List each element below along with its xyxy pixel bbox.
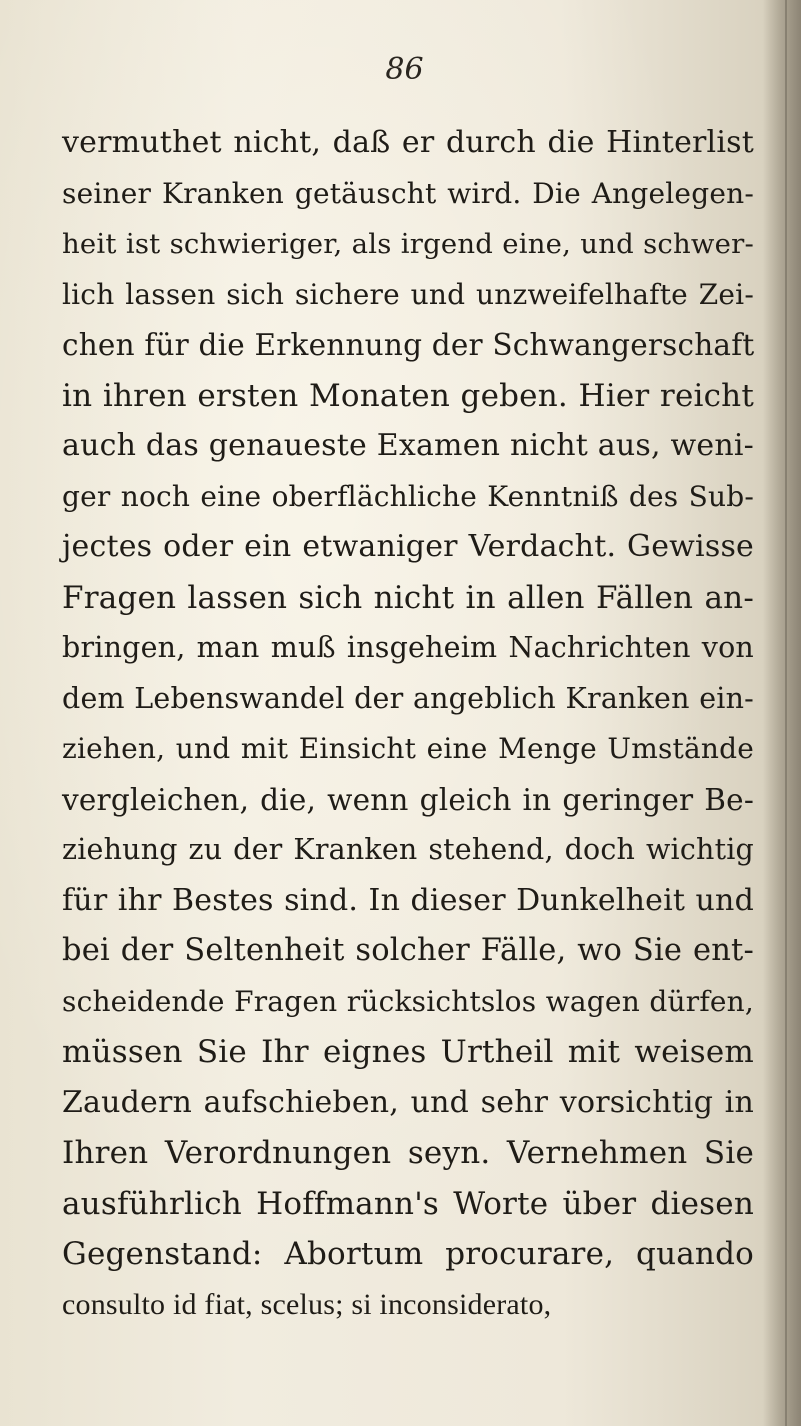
body-text [62, 118, 754, 1330]
text-line: consulto id fiat, scelus; si inconsiderato, [62, 1287, 552, 1321]
text-line: ger noch eine oberflächliche Kenntniß des Sub- [62, 479, 754, 513]
text-line: Ihren Verordnungen seyn. Vernehmen Sie [62, 1135, 754, 1171]
text-line: bringen, man muß insgeheim Nachrichten von [62, 631, 754, 664]
text-line: Fragen lassen sich nicht in allen Fällen an- [62, 579, 754, 616]
text-line: lich lassen sich sichere und unzweifelhafte Zei- [62, 277, 754, 311]
text-line: ausführlich Hoffmann's Worte über diesen [62, 1185, 754, 1222]
text-line: jectes oder ein etwaniger Verdacht. Gewisse [62, 529, 754, 564]
text-line: Gegenstand: Abortum procurare, quando [62, 1236, 754, 1272]
binding-edge [785, 0, 787, 1426]
page-number: 86 [385, 52, 424, 87]
page-gutter-shadow [763, 0, 801, 1426]
text-line: scheidende Fragen rücksichtslos wagen dürfen, [62, 984, 754, 1018]
text-line: seiner Kranken getäuscht wird. Die Angelegen- [62, 176, 754, 210]
text-line: müssen Sie Ihr eignes Urtheil mit weisem [62, 1034, 754, 1070]
text-line: bei der Seltenheit solcher Fälle, wo Sie ent- [62, 933, 754, 968]
text-line: heit ist schwieriger, als irgend eine, und schwer- [62, 228, 754, 260]
text-line: vergleichen, die, wenn gleich in geringer Be- [62, 782, 754, 817]
text-line: ziehen, und mit Einsicht eine Menge Umstände [62, 732, 754, 765]
text-line: auch das genaueste Examen nicht aus, weni- [62, 428, 754, 463]
text-line: in ihren ersten Monaten geben. Hier reicht [62, 377, 754, 414]
text-line: für ihr Bestes sind. In dieser Dunkelheit und [62, 882, 754, 918]
text-line: dem Lebenswandel der angeblich Kranken ein- [62, 681, 754, 715]
text-line: vermuthet nicht, daß er durch die Hinterlist [62, 125, 754, 160]
text-line: ziehung zu der Kranken stehend, doch wichtig [62, 833, 754, 866]
text-line: chen für die Erkennung der Schwangerschaft [62, 328, 755, 362]
text-line: Zaudern aufschieben, und sehr vorsichtig in [62, 1084, 754, 1120]
